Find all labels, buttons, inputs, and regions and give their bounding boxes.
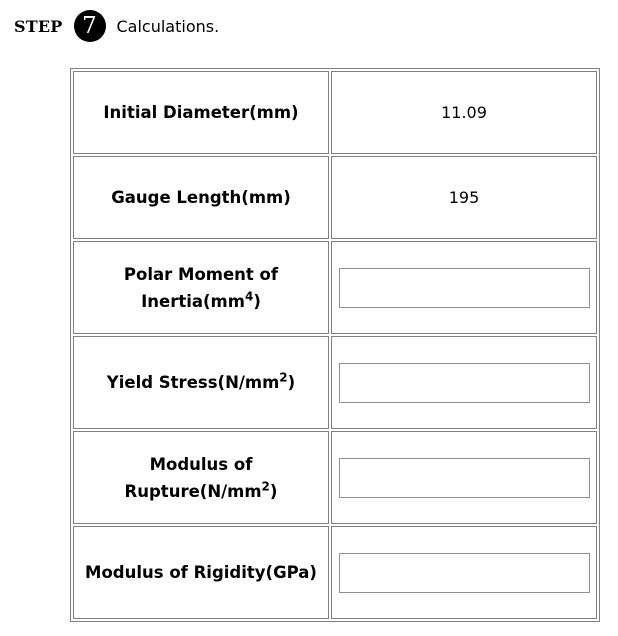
gauge-length-value: 195: [331, 156, 597, 239]
modulus-of-rigidity-input[interactable]: [339, 553, 590, 593]
step-label: STEP: [14, 16, 63, 36]
polar-moment-cell: [331, 241, 597, 334]
polar-moment-label: Polar Moment of $Inertia(mm^4)$: [73, 241, 329, 334]
calculations-table: [70, 68, 600, 622]
table-row-polar-moment: [73, 241, 597, 334]
polar-moment-input[interactable]: [339, 268, 590, 308]
gauge-length-label: Gauge Length(mm): [73, 156, 329, 239]
initial-diameter-label: Initial Diameter(mm): [73, 71, 329, 154]
step-header: [14, 8, 219, 44]
step-number-badge: 7: [74, 10, 106, 42]
table-row-gauge-length: [73, 156, 597, 239]
table-row-modulus-of-rupture: [73, 431, 597, 524]
table-row-yield-stress: [73, 336, 597, 429]
modulus-of-rupture-label: Modulus of $Rupture(N/mm^2)$: [73, 431, 329, 524]
table-row-initial-diameter: [73, 71, 597, 154]
modulus-of-rigidity-cell: [331, 526, 597, 619]
modulus-of-rigidity-label: Modulus of Rigidity(GPa): [73, 526, 329, 619]
modulus-of-rupture-input[interactable]: [339, 458, 590, 498]
initial-diameter-value: 11.09: [331, 71, 597, 154]
yield-stress-cell: [331, 336, 597, 429]
modulus-of-rupture-cell: [331, 431, 597, 524]
table-row-modulus-of-rigidity: [73, 526, 597, 619]
yield-stress-label: Yield $Stress(N/mm^2)$: [73, 336, 329, 429]
step-title: Calculations.: [116, 16, 220, 36]
yield-stress-input[interactable]: [339, 363, 590, 403]
